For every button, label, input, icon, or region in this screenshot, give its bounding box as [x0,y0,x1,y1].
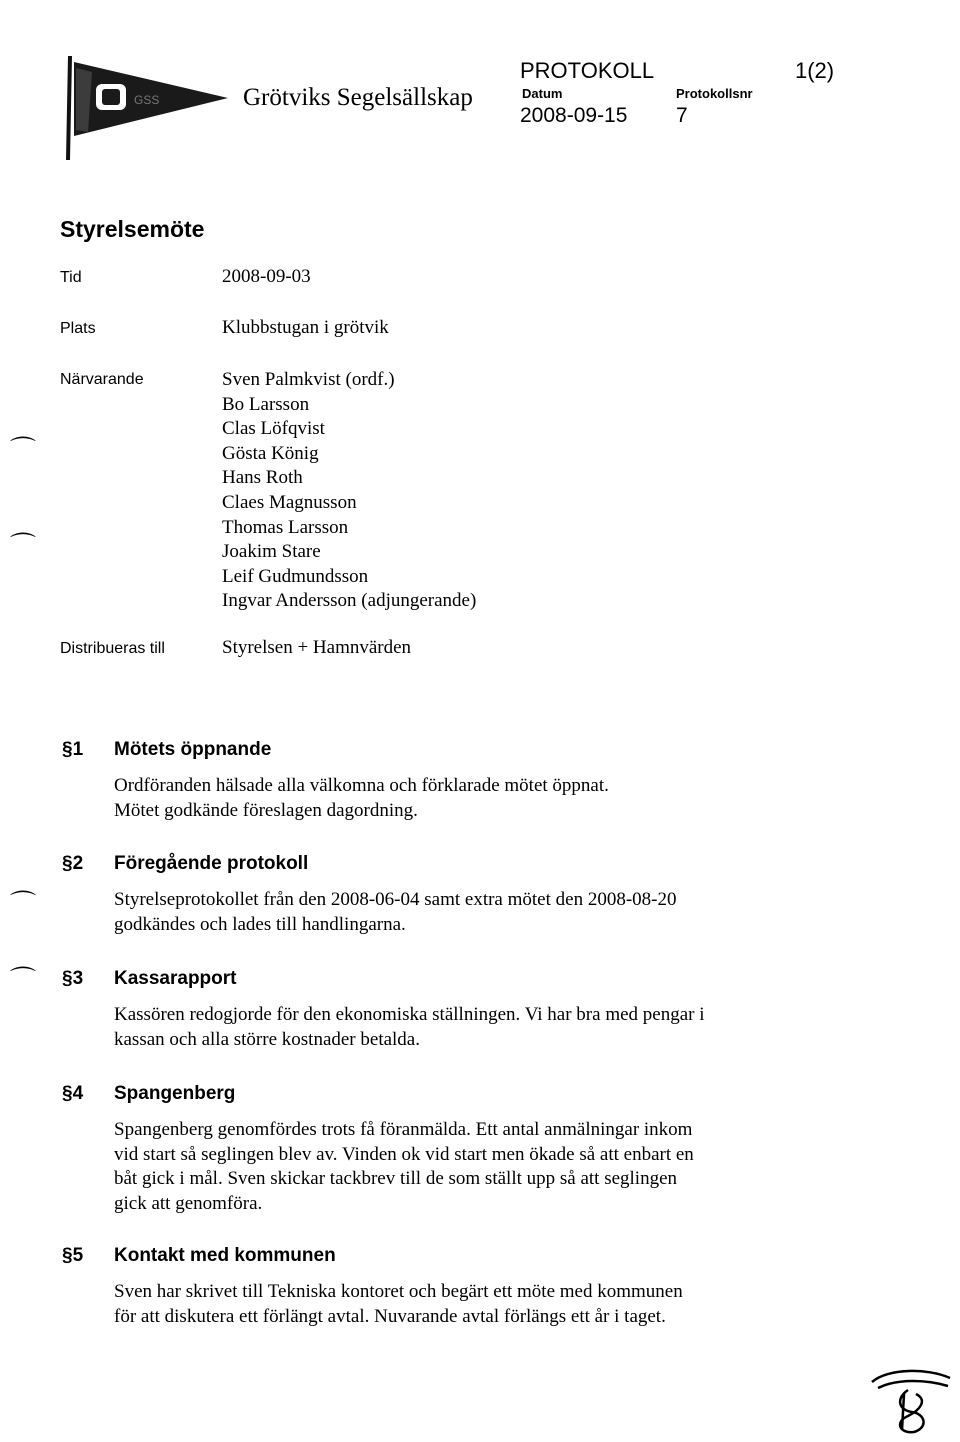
distribution-label: Distribueras till [60,640,165,657]
protocol-number-value: 7 [676,104,688,127]
attendee: Clas Löfqvist [222,418,325,440]
time-label: Tid [60,269,82,286]
attendee: Hans Roth [222,467,303,489]
document-type: PROTOKOLL [520,58,655,83]
place-label: Plats [60,320,96,337]
section-heading: Föregående protokoll [114,853,309,874]
section-line: Kassören redogjorde för den ekonomiska ställningen. Vi har bra med pengar i [114,1004,705,1025]
attendee: Thomas Larsson [222,516,349,538]
section-line: godkändes och lades till handlingarna. [114,913,406,935]
attendee: Ingvar Andersson (adjungerande) [222,590,477,612]
page-title: Styrelsemöte [60,216,205,242]
distribution-value: Styrelsen + Hamnvärden [222,637,412,658]
attendee: Leif Gudmundsson [222,565,369,587]
date-value: 2008-09-15 [520,104,628,127]
section-number: §4 [62,1083,84,1104]
protocol-number-label: Protokollsnr [676,86,753,101]
section-line: Spangenberg genomfördes trots få föranmälda. Ett antal anmälningar inkom [114,1119,693,1140]
attendee: Gösta König [222,442,319,464]
section-line: Styrelseprotokollet från den 2008-06-04 samt extra mötet den 2008-08-20 [114,889,677,910]
section-line: kassan och alla större kostnader betalda. [114,1028,420,1050]
section-number: §5 [62,1245,84,1266]
present-label: Närvarande [60,371,144,388]
section-line: Ordföranden hälsade alla välkomna och förklarade mötet öppnat. [114,775,609,796]
section-body [114,774,784,823]
date-label: Datum [522,86,563,101]
section-heading: Mötets öppnande [114,739,272,760]
section-line: båt gick i mål. Sven skickar tackbrev till de som ställt upp så att seglingen [114,1168,678,1189]
section-line: för att diskutera ett förlängt avtal. Nuvarande avtal förlängs ett år i taget. [114,1305,666,1327]
attendee-list [222,368,476,614]
section-heading: Kassarapport [114,968,237,989]
section-line: Sven har skrivet till Tekniska kontoret och begärt ett möte med kommunen [114,1281,683,1302]
section-body [114,1280,784,1329]
attendee: Claes Magnusson [222,491,357,513]
margin-mark-icon: ⌒ [10,966,37,996]
initials-signature [868,1364,954,1436]
section-body [114,888,784,937]
section-body [114,1003,784,1052]
section-body [114,1118,784,1216]
margin-mark-icon: ⌒ [10,532,37,562]
section-line: Mötet godkände föreslagen dagordning. [114,799,418,821]
section-heading: Kontakt med kommunen [114,1245,336,1266]
section-number: §2 [62,853,84,874]
section-line: vid start så seglingen blev av. Vinden ok vid start men ökade så att enbart en [114,1143,694,1165]
margin-mark-icon: ⌒ [10,890,37,920]
club-pennant-logo [62,52,232,162]
page-indicator: 1(2) [795,58,835,83]
section-heading: Spangenberg [114,1083,236,1104]
attendee: Joakim Stare [222,541,321,563]
attendee: Sven Palmkvist (ordf.) [222,369,395,390]
club-name: Grötviks Segelsällskap [243,84,473,111]
section-number: §1 [62,739,84,760]
section-line: gick att genomföra. [114,1192,263,1214]
attendee: Bo Larsson [222,393,310,415]
place-value: Klubbstugan i grötvik [222,317,389,338]
margin-mark-icon: ⌒ [10,436,37,466]
logo-lettering: GSS [134,93,160,107]
time-value: 2008-09-03 [222,266,311,287]
section-number: §3 [62,968,84,989]
